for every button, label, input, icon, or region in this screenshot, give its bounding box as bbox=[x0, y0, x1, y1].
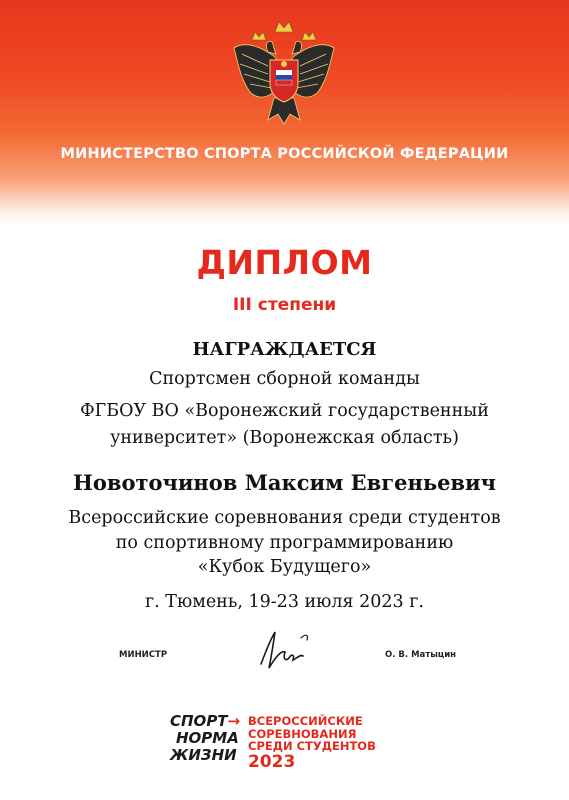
logo-right-line: ВСЕРОССИЙСКИЕ bbox=[248, 714, 363, 728]
logo-left-line: ЖИЗНИ bbox=[170, 746, 237, 764]
event-line: «Кубок Будущего» bbox=[197, 557, 372, 577]
logo-left-line: СПОРТ bbox=[170, 712, 228, 730]
ministry-title: МИНИСТЕРСТВО СПОРТА РОССИЙСКОЙ ФЕДЕРАЦИИ bbox=[60, 146, 509, 162]
diploma-title: ДИПЛОМ bbox=[196, 243, 373, 282]
header-banner bbox=[0, 0, 569, 225]
recipient-line: университет» (Воронежская область) bbox=[110, 428, 459, 448]
recipient-line: ФГБОУ ВО «Воронежский государственный bbox=[80, 401, 489, 421]
minister-name: О. В. Матыцин bbox=[385, 650, 457, 660]
awarded-heading: НАГРАЖДАЕТСЯ bbox=[192, 339, 377, 360]
event-line: Всероссийские соревнования среди студентов bbox=[68, 508, 501, 528]
logo-right-text bbox=[248, 715, 376, 753]
sport-norma-zhizni-logo bbox=[170, 713, 410, 775]
double-headed-eagle-emblem bbox=[228, 18, 340, 136]
recipient-name: Новоточинов Максим Евгеньевич bbox=[73, 470, 496, 495]
logo-right-line: СРЕДИ СТУДЕНТОВ bbox=[248, 739, 376, 753]
logo-year: 2023 bbox=[248, 752, 296, 772]
minister-role-label: МИНИСТР bbox=[119, 650, 168, 660]
handwritten-signature bbox=[255, 624, 315, 672]
logo-right-line: СОРЕВНОВАНИЯ bbox=[248, 726, 357, 741]
recipient-line: Спортсмен сборной команды bbox=[149, 369, 420, 389]
event-line: по спортивному программированию bbox=[115, 533, 454, 553]
logo-left-text bbox=[170, 713, 240, 764]
arrow-icon: → bbox=[227, 712, 241, 730]
diploma-degree: III степени bbox=[232, 295, 337, 315]
logo-left-line: НОРМА bbox=[176, 729, 239, 747]
place-date: г. Тюмень, 19-23 июля 2023 г. bbox=[145, 592, 424, 612]
